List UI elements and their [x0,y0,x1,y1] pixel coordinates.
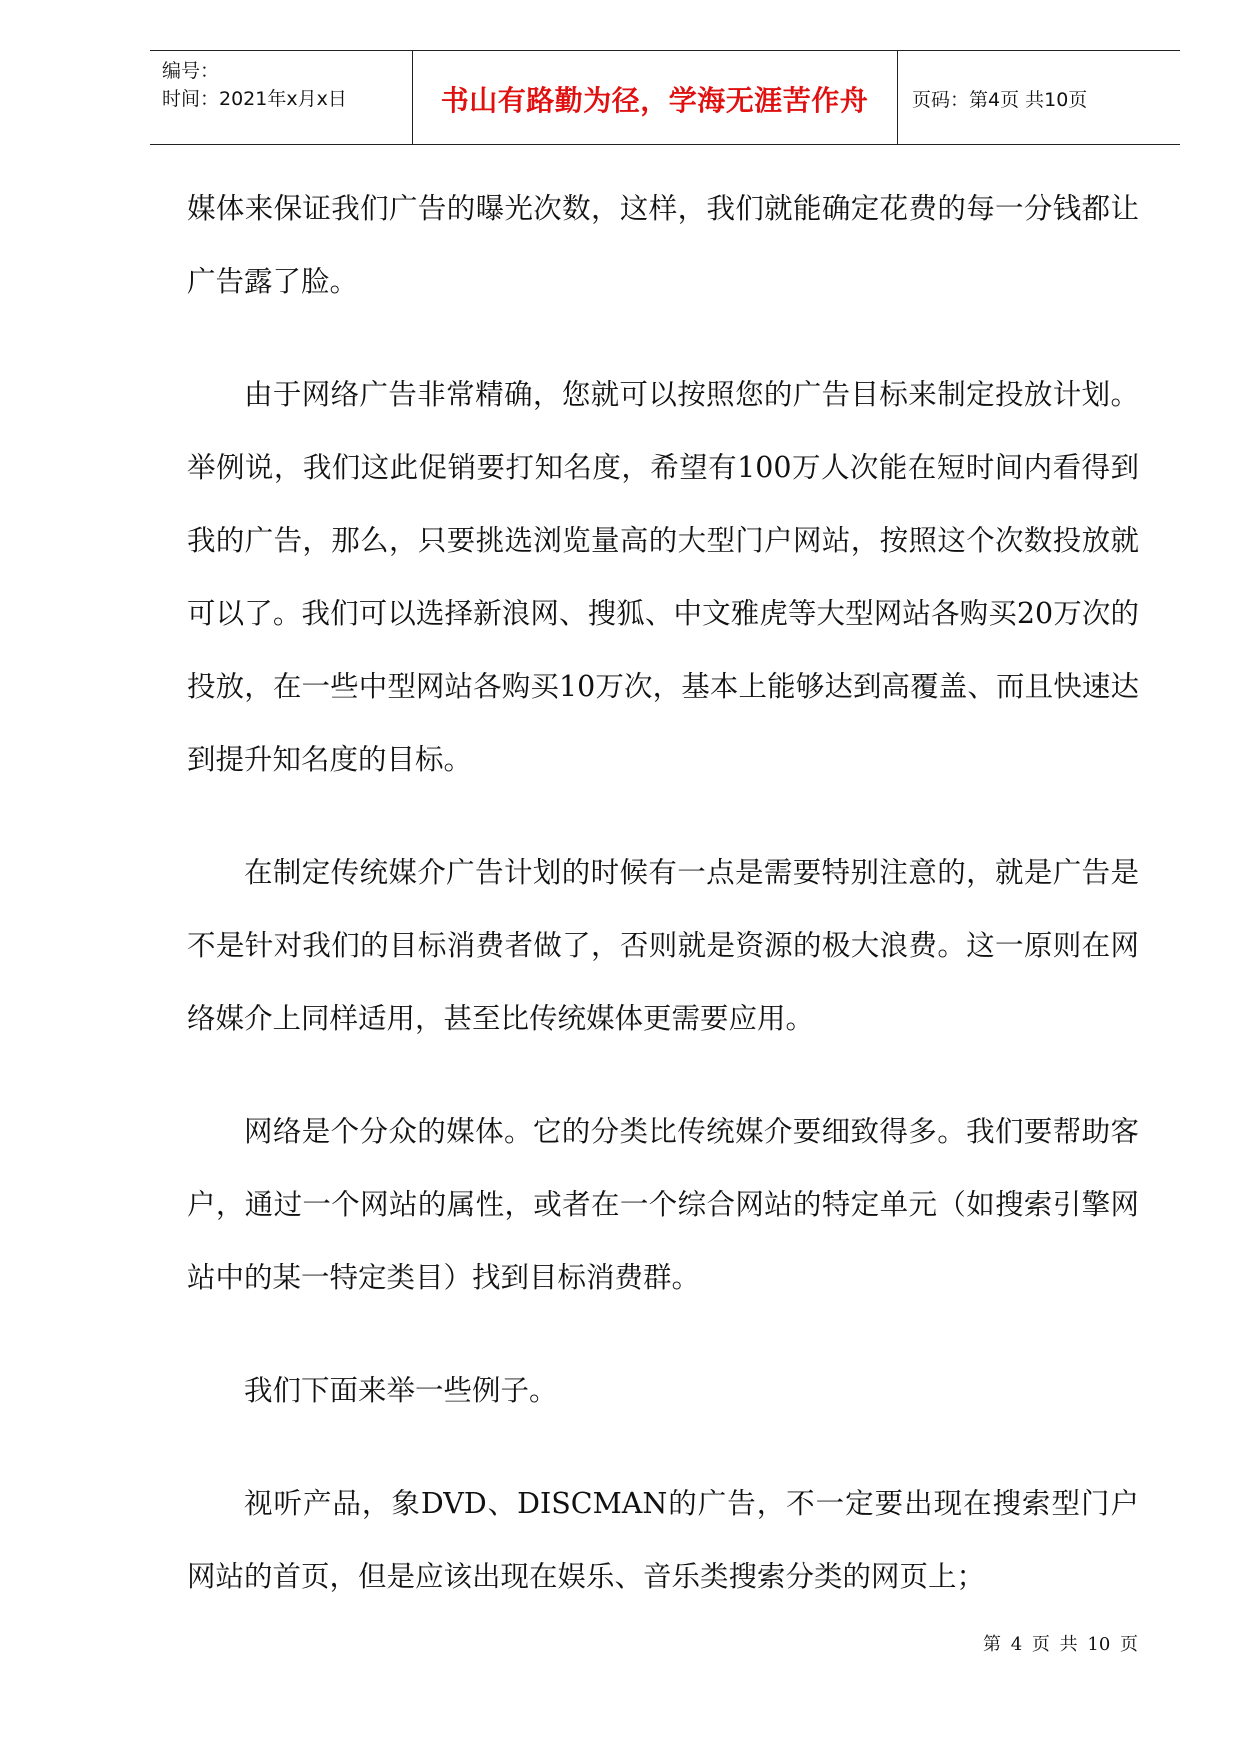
paragraph: 网络是个分众的媒体。它的分类比传统媒介要细致得多。我们要帮助客户，通过一个网站的属性，或者在一个综合网站的特定单元（如搜索引擎网站中的某一特定类目）找到目标消费群。 [187,1115,1139,1294]
page-footer: 第 4 页 共 10 页 [983,1634,1138,1655]
header-meta [162,57,347,113]
header-divider [897,51,898,144]
paragraph: 我们下面来举一些例子。 [244,1374,558,1407]
page-header [150,50,1180,145]
header-page-info: 页码：第4页 共10页 [912,89,1088,111]
serial-label: 编号： [162,60,220,82]
paragraph: 视听产品，象DVD、DISCMAN的广告，不一定要出现在搜索型门户网站的首页，但是应该出现在娱乐、音乐类搜索分类的网页上； [187,1487,1139,1593]
time-label: 时间：2021年x月x日 [162,88,347,110]
paragraph: 媒体来保证我们广告的曝光次数，这样，我们就能确定花费的每一分钱都让广告露了脸。 [187,192,1139,298]
paragraph: 由于网络广告非常精确，您就可以按照您的广告目标来制定投放计划。举例说，我们这此促销要打知名度，希望有100万人次能在短时间内看得到我的广告，那么，只要挑选浏览量高的大型门户网站，按照这个次数投放就可以了。我们可以选择新浪网、搜狐、中文雅虎等大型网站各购买20万次的投放，在一些中型网站各购买10万次，基本上能够达到高覆盖、而且快速达到提升知名度的目标。 [187,378,1139,776]
header-motto: 书山有路勤为径，学海无涯苦作舟 [440,83,869,117]
paragraph: 在制定传统媒介广告计划的时候有一点是需要特别注意的，就是广告是不是针对我们的目标消费者做了，否则就是资源的极大浪费。这一原则在网络媒介上同样适用，甚至比传统媒体更需要应用。 [187,856,1139,1035]
document-body [187,172,1139,1653]
